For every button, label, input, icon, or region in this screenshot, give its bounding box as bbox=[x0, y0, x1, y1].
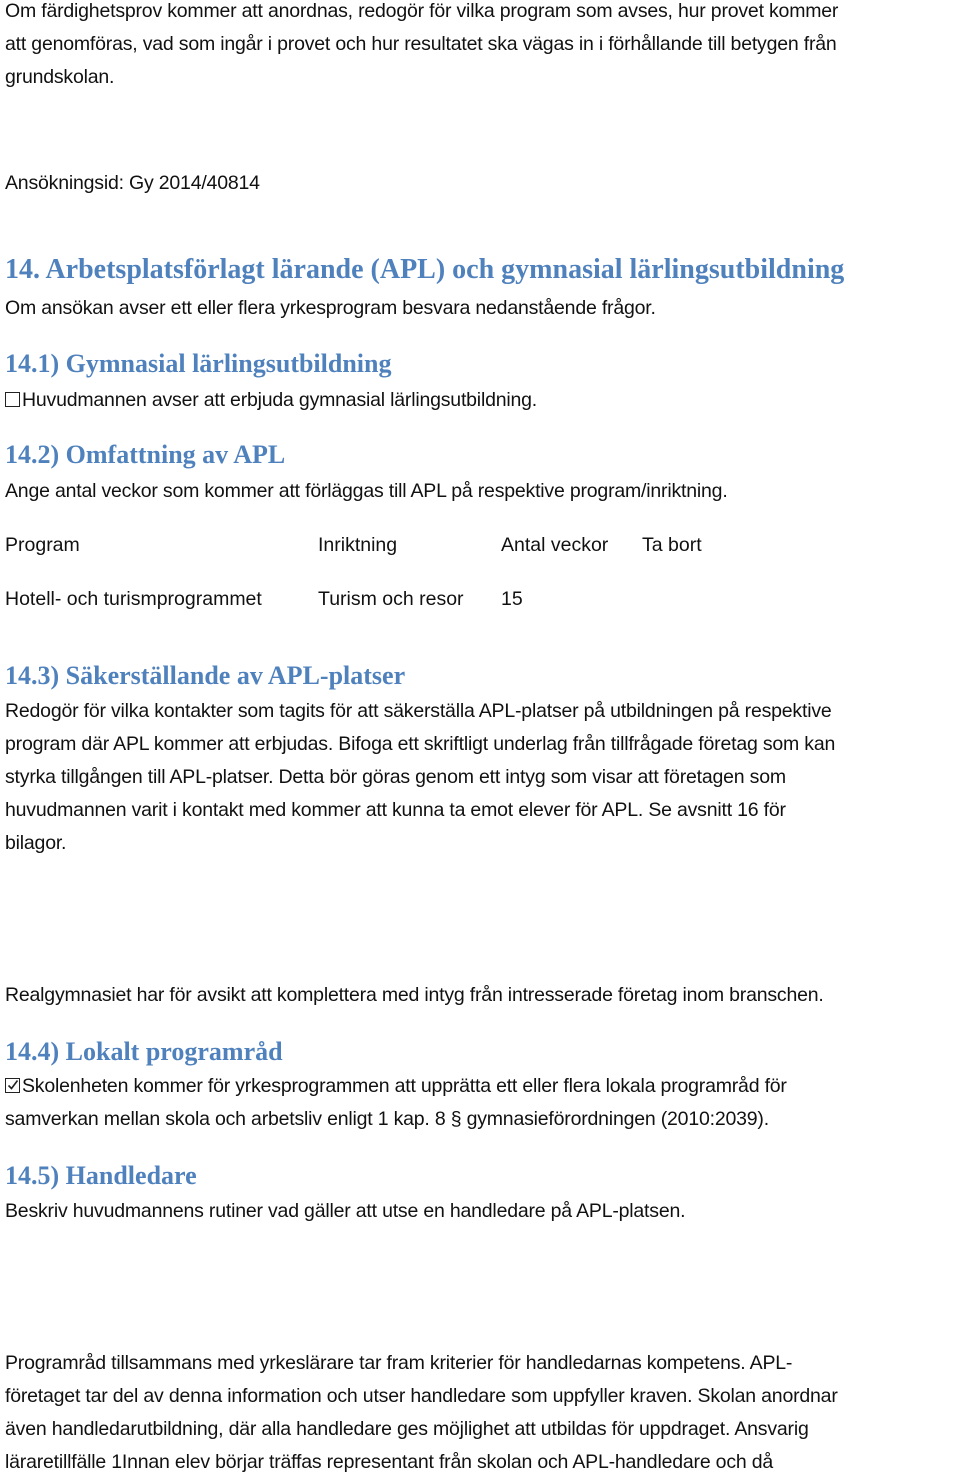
section-14-5-question: Beskriv huvudmannens rutiner vad gäller att utse en handledare på APL-platsen. bbox=[5, 1200, 686, 1222]
question-line: bilagor. bbox=[5, 832, 67, 854]
lärling-checkbox-label: Huvudmannen avser att erbjuda gymnasial lärlingsutbildning. bbox=[22, 389, 538, 411]
section-14-5-heading: 14.5) Handledare bbox=[5, 1161, 197, 1190]
lärling-checkbox-row[interactable] bbox=[5, 384, 537, 417]
intro-line: att genomföras, vad som ingår i provet och hur resultatet ska vägas in i förhållande till betygen från bbox=[5, 33, 837, 55]
question-line: styrka tillgången till APL-platser. Detta bör göras genom ett intyg som visar att företagen som bbox=[5, 766, 786, 788]
intro-line: Om färdighetsprov kommer att anordnas, redogör för vilka program som avses, hur provet kommer bbox=[5, 0, 839, 22]
answer-line: Programråd tillsammans med yrkeslärare tar fram kriterier för handledarnas kompetens. APL- bbox=[5, 1352, 793, 1374]
intro-line: grundskolan. bbox=[5, 66, 115, 88]
section-14-2-intro: Ange antal veckor som kommer att förläggas till APL på respektive program/inriktning. bbox=[5, 480, 728, 502]
col-header-program: Program bbox=[5, 534, 80, 556]
section-14-3-question bbox=[5, 695, 835, 860]
programråd-checkbox-label: Skolenheten kommer för yrkesprogrammen att upprätta ett eller flera lokala programråd för bbox=[22, 1075, 787, 1097]
cell-antal-veckor: 15 bbox=[501, 588, 523, 610]
col-header-antal-veckor: Antal veckor bbox=[501, 534, 609, 556]
question-line: Redogör för vilka kontakter som tagits för att säkerställa APL-platser på utbildningen på respektive bbox=[5, 700, 832, 722]
checkmark-icon bbox=[7, 1079, 19, 1091]
programråd-checkbox-checked[interactable] bbox=[5, 1078, 20, 1093]
col-header-inriktning: Inriktning bbox=[318, 534, 398, 556]
section-14-3-answer: Realgymnasiet har för avsikt att komplettera med intyg från intresserade företag inom branschen. bbox=[5, 984, 824, 1006]
col-header-ta-bort: Ta bort bbox=[642, 534, 702, 556]
section-14-5-answer bbox=[5, 1347, 838, 1479]
answer-line: läraretillfälle 1Innan elev börjar träffas representant från skolan och APL-handledare och då bbox=[5, 1451, 774, 1473]
question-line: huvudmannen varit i kontakt med kommer att kunna ta emot elever för APL. Se avsnitt 16 för bbox=[5, 799, 786, 821]
section-14-1-heading: 14.1) Gymnasial lärlingsutbildning bbox=[5, 349, 392, 378]
programråd-checkbox-row[interactable] bbox=[5, 1070, 787, 1103]
section-14-2-heading: 14.2) Omfattning av APL bbox=[5, 440, 286, 469]
section-14-intro: Om ansökan avser ett eller flera yrkesprogram besvara nedanstående frågor. bbox=[5, 297, 656, 319]
section-14-heading: 14. Arbetsplatsförlagt lärande (APL) och gymnasial lärlingsutbildning bbox=[5, 254, 845, 285]
programråd-checkbox-label-cont: samverkan mellan skola och arbetsliv enligt 1 kap. 8 § gymnasieförordningen (2010:2039). bbox=[5, 1108, 769, 1130]
application-id: Ansökningsid: Gy 2014/40814 bbox=[5, 172, 260, 194]
intro-paragraph bbox=[5, 0, 838, 94]
programråd-checkbox-block[interactable] bbox=[5, 1070, 787, 1136]
answer-line: företaget tar del av denna information och utser handledare som uppfyller kraven. Skolan anordnar bbox=[5, 1385, 838, 1407]
cell-inriktning: Turism och resor bbox=[318, 588, 464, 610]
section-14-3-heading: 14.3) Säkerställande av APL-platser bbox=[5, 661, 406, 690]
cell-program: Hotell- och turismprogrammet bbox=[5, 588, 262, 610]
question-line: program där APL kommer att erbjudas. Bifoga ett skriftligt underlag från tillfrågade företag som kan bbox=[5, 733, 836, 755]
answer-line: även handledarutbildning, där alla handledare ges möjlighet att utbildas för uppdraget. Ansvarig bbox=[5, 1418, 809, 1440]
lärling-checkbox[interactable] bbox=[5, 392, 20, 407]
section-14-4-heading: 14.4) Lokalt programråd bbox=[5, 1037, 283, 1066]
